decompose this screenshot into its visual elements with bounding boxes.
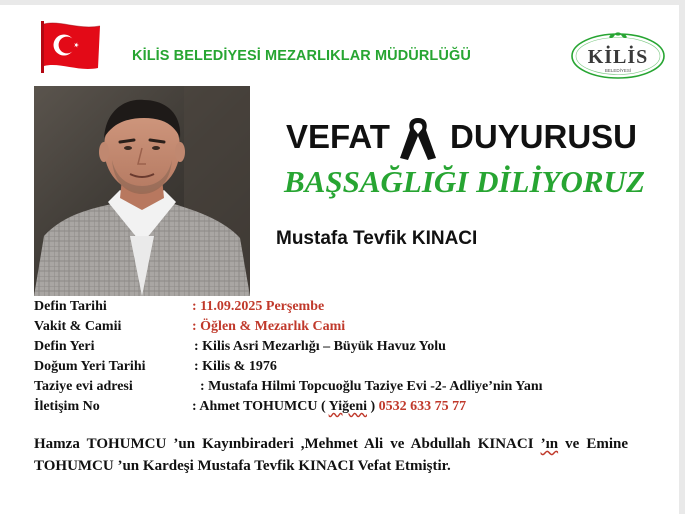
contact-prefix: : Ahmet TOHUMCU ( (192, 399, 329, 414)
detail-row-contact (34, 397, 654, 417)
detail-row-burial-place (34, 337, 654, 357)
logo-subtext: BELEDİYESİ (604, 68, 632, 73)
detail-label: Taziye evi adresi (34, 379, 133, 394)
contact-value (192, 399, 466, 415)
turkish-flag-icon (38, 18, 106, 76)
family-statement (34, 433, 628, 477)
detail-row-condolence-house (34, 377, 654, 397)
statement-part: Hamza TOHUMCU ’un Kayınbiraderi ,Mehmet Ali ve Abdullah KINACI (34, 436, 541, 452)
condolence-heading: BAŞSAĞLIĞI DİLİYORUZ (284, 164, 645, 199)
detail-row-birth (34, 357, 654, 377)
detail-row-burial-date (34, 297, 654, 317)
detail-label: Defin Yeri (34, 339, 95, 354)
contact-relation: Yiğeni (328, 399, 367, 414)
funeral-details (34, 297, 654, 417)
frame-top-edge (0, 0, 685, 5)
deceased-name: Mustafa Tevfik KINACI (276, 228, 478, 249)
logo-text: KİLİS (587, 46, 649, 68)
announcement-heading (286, 116, 666, 160)
contact-suffix: ) (367, 399, 379, 414)
kilis-logo (568, 26, 668, 84)
statement-part: ve Emine TOHUMCU ’un Kardeşi Mustafa Tevfik KINACI Vefat Etmiştir. (34, 436, 628, 474)
detail-label: Doğum Yeri Tarihi (34, 359, 146, 374)
detail-label: İletişim No (34, 399, 100, 414)
detail-value: : 11.09.2025 Perşembe (192, 299, 325, 314)
contact-phone: 0532 633 75 77 (378, 399, 467, 414)
deceased-portrait (34, 86, 250, 296)
detail-row-time-mosque (34, 317, 654, 337)
detail-value: : Kilis & 1976 (194, 359, 277, 374)
detail-label: Defin Tarihi (34, 299, 107, 314)
frame-right-edge (679, 0, 685, 514)
detail-value: : Öğlen & Mezarlık Cami (192, 319, 346, 334)
mourning-ribbon-icon (396, 114, 440, 162)
header-title: KİLİS BELEDİYESİ MEZARLIKLAR MÜDÜRLÜĞÜ (132, 48, 471, 64)
heading-word-duyurusu: DUYURUSU (450, 118, 638, 155)
detail-label: Vakit & Camii (34, 319, 122, 334)
detail-value: : Kilis Asri Mezarlığı – Büyük Havuz Yolu (194, 339, 446, 354)
heading-word-vefat: VEFAT (286, 118, 390, 155)
statement-part-underlined: ’ın (540, 436, 559, 452)
detail-value: : Mustafa Hilmi Topcuoğlu Taziye Evi -2- Adliye’nin Yanı (200, 379, 543, 394)
